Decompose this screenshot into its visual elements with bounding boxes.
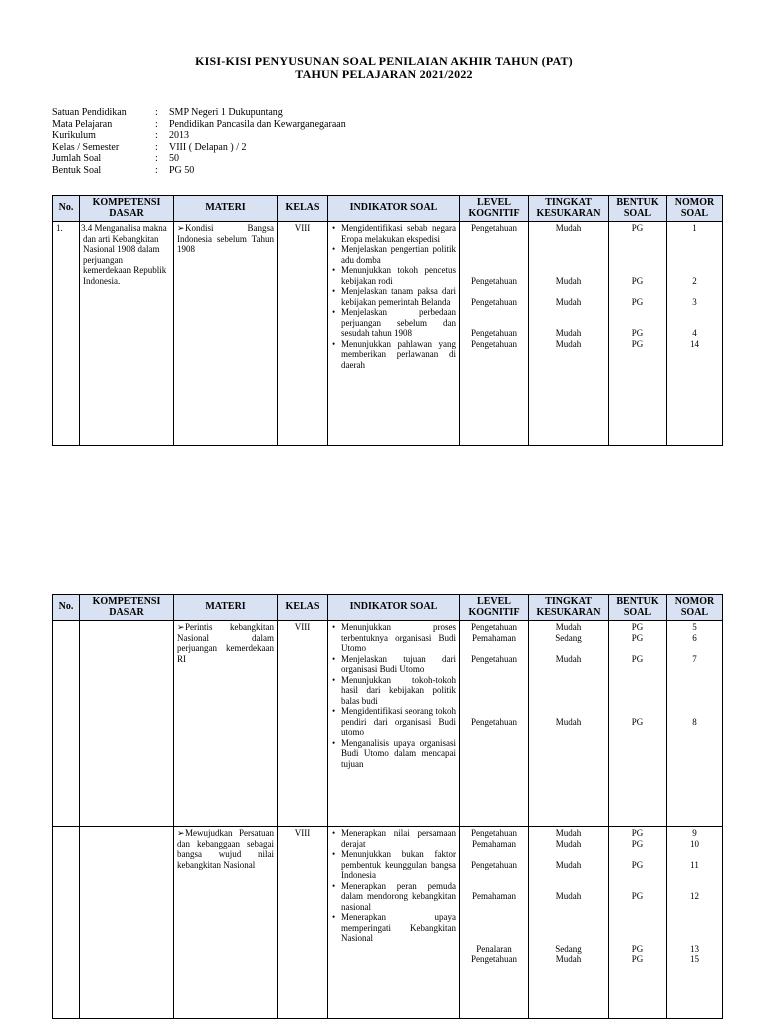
- cell-line: [532, 675, 605, 686]
- cell-line: [612, 902, 663, 913]
- cell-line: [532, 923, 605, 934]
- cell-line: [670, 685, 719, 696]
- indikator-item: • Menganalisis upaya organisasi Budi Utomo dalam mencapai tujuan: [341, 738, 456, 770]
- info-row: Bentuk Soal : PG 50: [52, 164, 195, 176]
- cell-line: Penalaran: [476, 943, 512, 954]
- cell-line: Pengetahuan: [471, 328, 517, 338]
- cell-line: [670, 881, 719, 892]
- cell-kompetensi-dasar: [80, 621, 174, 827]
- cell-line: PG: [631, 828, 644, 838]
- cell-line: [463, 265, 525, 276]
- cell-line: [463, 696, 525, 707]
- cell-line: 15: [690, 954, 699, 964]
- cell-line: [670, 902, 719, 913]
- cell-line: [612, 234, 663, 245]
- cell-line: Pengetahuan: [471, 338, 517, 349]
- cell-line: [532, 685, 605, 696]
- info-row: Kurikulum : 2013: [52, 130, 189, 141]
- cell-bentuk: [609, 621, 667, 827]
- cell-line: [670, 286, 719, 297]
- cell-line: Mudah: [555, 828, 582, 838]
- cell-line: [463, 881, 525, 892]
- cell-line: [463, 923, 525, 934]
- cell-line: [612, 870, 663, 881]
- cell-line: [463, 244, 525, 255]
- cell-level: [460, 621, 529, 827]
- arrow-bullet-icon: ➢: [177, 622, 185, 632]
- cell-line: 11: [690, 859, 699, 870]
- cell-line: 12: [690, 891, 699, 901]
- cell-line: 4: [692, 328, 697, 338]
- kisi-table-2: [52, 594, 723, 1019]
- cell-line: [463, 643, 525, 654]
- cell-line: [670, 255, 719, 266]
- indikator-item: • Menunjukkan bukan faktor pembentuk keunggulan bangsa Indonesia: [341, 849, 456, 881]
- indikator-item: • Menjelaskan tanam paksa dari kebijakan pemerintah Belanda: [341, 286, 456, 307]
- document-subtitle: TAHUN PELAJARAN 2021/2022: [295, 67, 473, 81]
- cell-line: [612, 244, 663, 255]
- cell-line: Mudah: [555, 653, 582, 664]
- cell-line: [670, 849, 719, 860]
- indikator-item: • Menerapkan upaya memperingati Kebangkitan Nasional: [341, 912, 456, 944]
- cell-line: [612, 255, 663, 266]
- cell-kelas: VIII: [278, 827, 328, 1019]
- cell-line: [463, 933, 525, 944]
- cell-line: [612, 318, 663, 329]
- cell-line: PG: [631, 838, 644, 849]
- kisi-table-1: [52, 195, 723, 446]
- indikator-item: • Menjelaskan pengertian politik adu domba: [341, 244, 456, 265]
- cell-line: 2: [692, 275, 697, 286]
- col-bentuk-soal: BENTUK SOAL: [609, 595, 667, 621]
- cell-bentuk: [609, 222, 667, 446]
- col-kelas: KELAS: [278, 196, 328, 222]
- indikator-item: • Menunjukkan proses terbentuknya organisasi Budi Utomo: [341, 622, 456, 654]
- cell-line: Mudah: [555, 275, 582, 286]
- cell-line: 13: [690, 943, 699, 954]
- col-kompetensi-dasar: KOMPETENSI DASAR: [80, 196, 174, 222]
- cell-line: [463, 307, 525, 318]
- cell-line: [612, 923, 663, 934]
- cell-line: Pengetahuan: [471, 859, 517, 870]
- cell-line: Pengetahuan: [471, 716, 517, 727]
- cell-line: PG: [631, 653, 644, 664]
- cell-line: [612, 696, 663, 707]
- cell-line: [532, 307, 605, 318]
- cell-line: [612, 881, 663, 892]
- cell-kompetensi-dasar: [80, 827, 174, 1019]
- indikator-item: • Menunjukkan tokoh pencetus kebijakan rodi: [341, 265, 456, 286]
- cell-line: [670, 933, 719, 944]
- cell-line: [463, 870, 525, 881]
- cell-line: PG: [631, 859, 644, 870]
- cell-line: Mudah: [555, 838, 582, 849]
- indikator-item: • Menunjukkan pahlawan yang memberikan perlawanan di daerah: [341, 339, 456, 371]
- cell-indikator: [328, 222, 460, 446]
- cell-tingkat: [529, 222, 609, 446]
- cell-line: Pengetahuan: [471, 223, 517, 233]
- cell-line: PG: [631, 275, 644, 286]
- cell-line: [532, 255, 605, 266]
- cell-kompetensi-dasar: 3.4 Menganalisa makna dan arti Kebangkitan Nasional 1908 dalam perjuangan kemerdekaan Republik Indonesia.: [80, 222, 174, 446]
- cell-line: [463, 706, 525, 717]
- table-row: [53, 621, 723, 827]
- cell-kelas: VIII: [278, 621, 328, 827]
- cell-line: [670, 244, 719, 255]
- cell-line: [532, 244, 605, 255]
- cell-line: [612, 849, 663, 860]
- cell-line: [463, 912, 525, 923]
- cell-line: [670, 307, 719, 318]
- cell-line: 7: [692, 653, 697, 664]
- cell-line: PG: [631, 296, 644, 307]
- indikator-item: • Menjelaskan perbedaan perjuangan sebelum dan sesudah tahun 1908: [341, 307, 456, 339]
- cell-materi: ➢Mewujudkan Persatuan dan kebanggaan sebagai bangsa wujud nilai kebangkitan Nasional: [174, 827, 278, 1019]
- cell-materi: ➢Kondisi Bangsa Indonesia sebelum Tahun 1908: [174, 222, 278, 446]
- table-header-row: [53, 595, 723, 621]
- cell-tingkat: [529, 827, 609, 1019]
- col-nomor-soal: NOMOR SOAL: [667, 595, 723, 621]
- cell-line: [612, 265, 663, 276]
- cell-no: 1.: [53, 222, 80, 446]
- cell-line: [670, 643, 719, 654]
- cell-line: Pengetahuan: [471, 296, 517, 307]
- cell-line: Pemahaman: [472, 891, 516, 901]
- cell-line: [532, 696, 605, 707]
- cell-line: [670, 706, 719, 717]
- cell-kelas: VIII: [278, 222, 328, 446]
- cell-line: [670, 318, 719, 329]
- cell-line: [670, 696, 719, 707]
- cell-line: [612, 286, 663, 297]
- cell-line: [670, 664, 719, 675]
- cell-line: [532, 318, 605, 329]
- cell-line: [532, 643, 605, 654]
- indikator-item: • Menerapkan nilai persamaan derajat: [341, 828, 456, 849]
- cell-line: [463, 675, 525, 686]
- cell-line: [670, 912, 719, 923]
- cell-line: Sedang: [555, 943, 582, 954]
- cell-line: Pengetahuan: [471, 828, 517, 838]
- cell-bentuk: [609, 827, 667, 1019]
- cell-line: [612, 307, 663, 318]
- cell-line: [670, 265, 719, 276]
- col-kelas: KELAS: [278, 595, 328, 621]
- cell-line: PG: [631, 954, 644, 964]
- cell-line: Pemahaman: [472, 838, 516, 849]
- indikator-item: • Mengidentifikasi sebab negara Eropa melakukan ekspedisi: [341, 223, 456, 244]
- cell-line: Pengetahuan: [471, 653, 517, 664]
- cell-line: Mudah: [555, 328, 582, 338]
- indikator-item: • Menerapkan peran pemuda dalam mendorong kebangkitan nasional: [341, 881, 456, 913]
- cell-line: [532, 265, 605, 276]
- cell-line: 6: [692, 632, 697, 643]
- col-tingkat-kesukaran: TINGKAT KESUKARAN: [529, 196, 609, 222]
- cell-line: 10: [690, 838, 699, 849]
- cell-line: [532, 706, 605, 717]
- cell-line: [463, 255, 525, 266]
- cell-line: PG: [631, 622, 644, 632]
- cell-line: [612, 643, 663, 654]
- cell-line: [670, 923, 719, 934]
- cell-line: [612, 664, 663, 675]
- col-tingkat-kesukaran: TINGKAT KESUKARAN: [529, 595, 609, 621]
- info-row: Jumlah Soal : 50: [52, 153, 179, 164]
- col-level-kognitif: LEVEL KOGNITIF: [460, 196, 529, 222]
- cell-line: 5: [692, 622, 697, 632]
- table-row: [53, 222, 723, 446]
- cell-nomor: [667, 222, 723, 446]
- cell-line: [532, 849, 605, 860]
- cell-line: Mudah: [555, 296, 582, 307]
- identity-info: [52, 107, 346, 176]
- cell-line: 14: [690, 338, 699, 349]
- cell-line: PG: [631, 716, 644, 727]
- cell-line: PG: [631, 328, 644, 338]
- cell-line: Mudah: [555, 622, 582, 632]
- cell-line: Pengetahuan: [471, 275, 517, 286]
- col-materi: MATERI: [174, 595, 278, 621]
- cell-line: [612, 675, 663, 686]
- cell-line: Mudah: [555, 891, 582, 901]
- cell-nomor: [667, 621, 723, 827]
- cell-line: 1: [692, 223, 697, 233]
- cell-line: Pengetahuan: [471, 954, 517, 964]
- cell-line: [612, 912, 663, 923]
- cell-indikator: [328, 827, 460, 1019]
- cell-tingkat: [529, 621, 609, 827]
- cell-line: [612, 933, 663, 944]
- cell-line: PG: [631, 632, 644, 643]
- cell-line: PG: [631, 891, 644, 901]
- cell-line: Mudah: [555, 223, 582, 233]
- cell-line: [463, 902, 525, 913]
- info-row: Kelas / Semester : VIII ( Delapan ) / 2: [52, 141, 247, 153]
- cell-line: [463, 318, 525, 329]
- cell-line: Mudah: [555, 338, 582, 349]
- cell-line: [532, 870, 605, 881]
- cell-level: [460, 827, 529, 1019]
- cell-line: [612, 706, 663, 717]
- cell-line: [463, 286, 525, 297]
- table-header-row: [53, 196, 723, 222]
- cell-line: [670, 675, 719, 686]
- cell-no: [53, 621, 80, 827]
- cell-line: [463, 849, 525, 860]
- cell-line: [463, 234, 525, 245]
- cell-level: [460, 222, 529, 446]
- col-level-kognitif: LEVEL KOGNITIF: [460, 595, 529, 621]
- cell-nomor: [667, 827, 723, 1019]
- col-no: No.: [53, 595, 80, 621]
- cell-no: [53, 827, 80, 1019]
- arrow-bullet-icon: ➢: [177, 223, 185, 233]
- col-nomor-soal: NOMOR SOAL: [667, 196, 723, 222]
- cell-line: PG: [631, 223, 644, 233]
- cell-line: [670, 234, 719, 245]
- table-row: [53, 827, 723, 1019]
- cell-line: [532, 912, 605, 923]
- cell-line: [670, 870, 719, 881]
- cell-line: 9: [692, 828, 697, 838]
- cell-line: Sedang: [555, 632, 582, 643]
- col-no: No.: [53, 196, 80, 222]
- cell-line: Pengetahuan: [471, 622, 517, 632]
- cell-line: [532, 881, 605, 892]
- col-kompetensi-dasar: KOMPETENSI DASAR: [80, 595, 174, 621]
- indikator-item: • Menunjukkan tokoh-tokoh hasil dari kebijakan politik balas budi: [341, 675, 456, 707]
- cell-line: Mudah: [555, 716, 582, 727]
- cell-materi: ➢Perintis kebangkitan Nasional dalam perjuangan kemerdekaan RI: [174, 621, 278, 827]
- indikator-item: • Menjelaskan tujuan dari organisasi Budi Utomo: [341, 654, 456, 675]
- col-bentuk-soal: BENTUK SOAL: [609, 196, 667, 222]
- indikator-item: • Mengidentifikasi seorang tokoh pendiri dari organisasi Budi utomo: [341, 706, 456, 738]
- col-indikator-soal: INDIKATOR SOAL: [328, 196, 460, 222]
- col-indikator-soal: INDIKATOR SOAL: [328, 595, 460, 621]
- cell-line: [532, 234, 605, 245]
- cell-indikator: [328, 621, 460, 827]
- cell-line: Mudah: [555, 954, 582, 964]
- document-title: KISI-KISI PENYUSUNAN SOAL PENILAIAN AKHIR TAHUN (PAT): [195, 54, 573, 68]
- cell-line: [532, 933, 605, 944]
- col-materi: MATERI: [174, 196, 278, 222]
- cell-line: [463, 664, 525, 675]
- cell-line: 3: [692, 296, 697, 307]
- info-row: Mata Pelajaran : Pendidikan Pancasila dan Kewarganegaraan: [52, 118, 346, 130]
- info-row: Satuan Pendidikan : SMP Negeri 1 Dukupuntang: [52, 107, 283, 118]
- cell-line: Mudah: [555, 859, 582, 870]
- cell-line: 8: [692, 716, 697, 727]
- cell-line: [532, 902, 605, 913]
- arrow-bullet-icon: ➢: [177, 828, 185, 838]
- cell-line: PG: [631, 338, 644, 349]
- cell-line: [612, 685, 663, 696]
- cell-line: Pemahaman: [472, 632, 516, 643]
- cell-line: [532, 664, 605, 675]
- cell-line: PG: [631, 943, 644, 954]
- cell-line: [463, 685, 525, 696]
- cell-line: [532, 286, 605, 297]
